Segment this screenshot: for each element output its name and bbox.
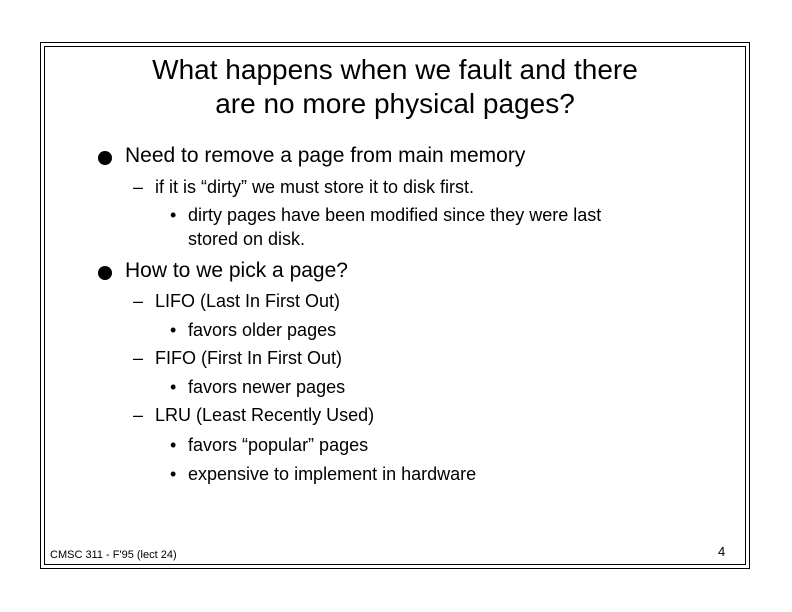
bullet-1-sub-1-item-1-text: dirty pages have been modified since they were last [188, 205, 602, 225]
bullet-2-sub-3-item-2-dot: • [170, 464, 177, 484]
title-line-1: What happens when we fault and there [152, 54, 638, 85]
bullet-2-sub-3-item-2-text: expensive to implement in hardware [188, 464, 477, 484]
bullet-1-marker [98, 151, 112, 165]
bullet-2-sub-3-item-1-text: favors “popular” pages [188, 435, 369, 455]
slide-title [44, 53, 746, 121]
bullet-2-sub-2-item-1-dot: • [170, 377, 177, 397]
bullet-2-sub-1-dash: – [133, 291, 144, 311]
bullet-2-sub-2-text: FIFO (First In First Out) [155, 348, 342, 368]
bullet-2-sub-2-item-1-text: favors newer pages [188, 377, 346, 397]
bullet-1-sub-1-item-1-continued: stored on disk. [188, 229, 306, 249]
slide-footer: CMSC 311 - F'95 (lect 24) [50, 549, 177, 561]
bullet-2-marker [98, 266, 112, 280]
bullet-2-sub-2-dash: – [133, 348, 144, 368]
title-line-2: are no more physical pages? [215, 88, 575, 119]
bullet-1-sub-1-text: if it is “dirty” we must store it to disk first. [155, 177, 475, 197]
bullet-2-sub-3-text: LRU (Least Recently Used) [155, 405, 375, 425]
slide-inner-border [44, 46, 746, 565]
bullet-2-sub-1-text: LIFO (Last In First Out) [155, 291, 341, 311]
bullet-2-sub-3-dash: – [133, 405, 144, 425]
bullet-2-text: How to we pick a page? [125, 259, 348, 282]
page-number: 4 [718, 544, 726, 559]
bullet-1-sub-1-item-1-dot: • [170, 205, 177, 225]
bullet-2-sub-1-item-1-dot: • [170, 320, 177, 340]
bullet-1-text: Need to remove a page from main memory [125, 144, 526, 167]
bullet-2-sub-1-item-1-text: favors older pages [188, 320, 337, 340]
bullet-2-sub-3-item-1-dot: • [170, 435, 177, 455]
bullet-1-sub-1-dash: – [133, 177, 144, 197]
